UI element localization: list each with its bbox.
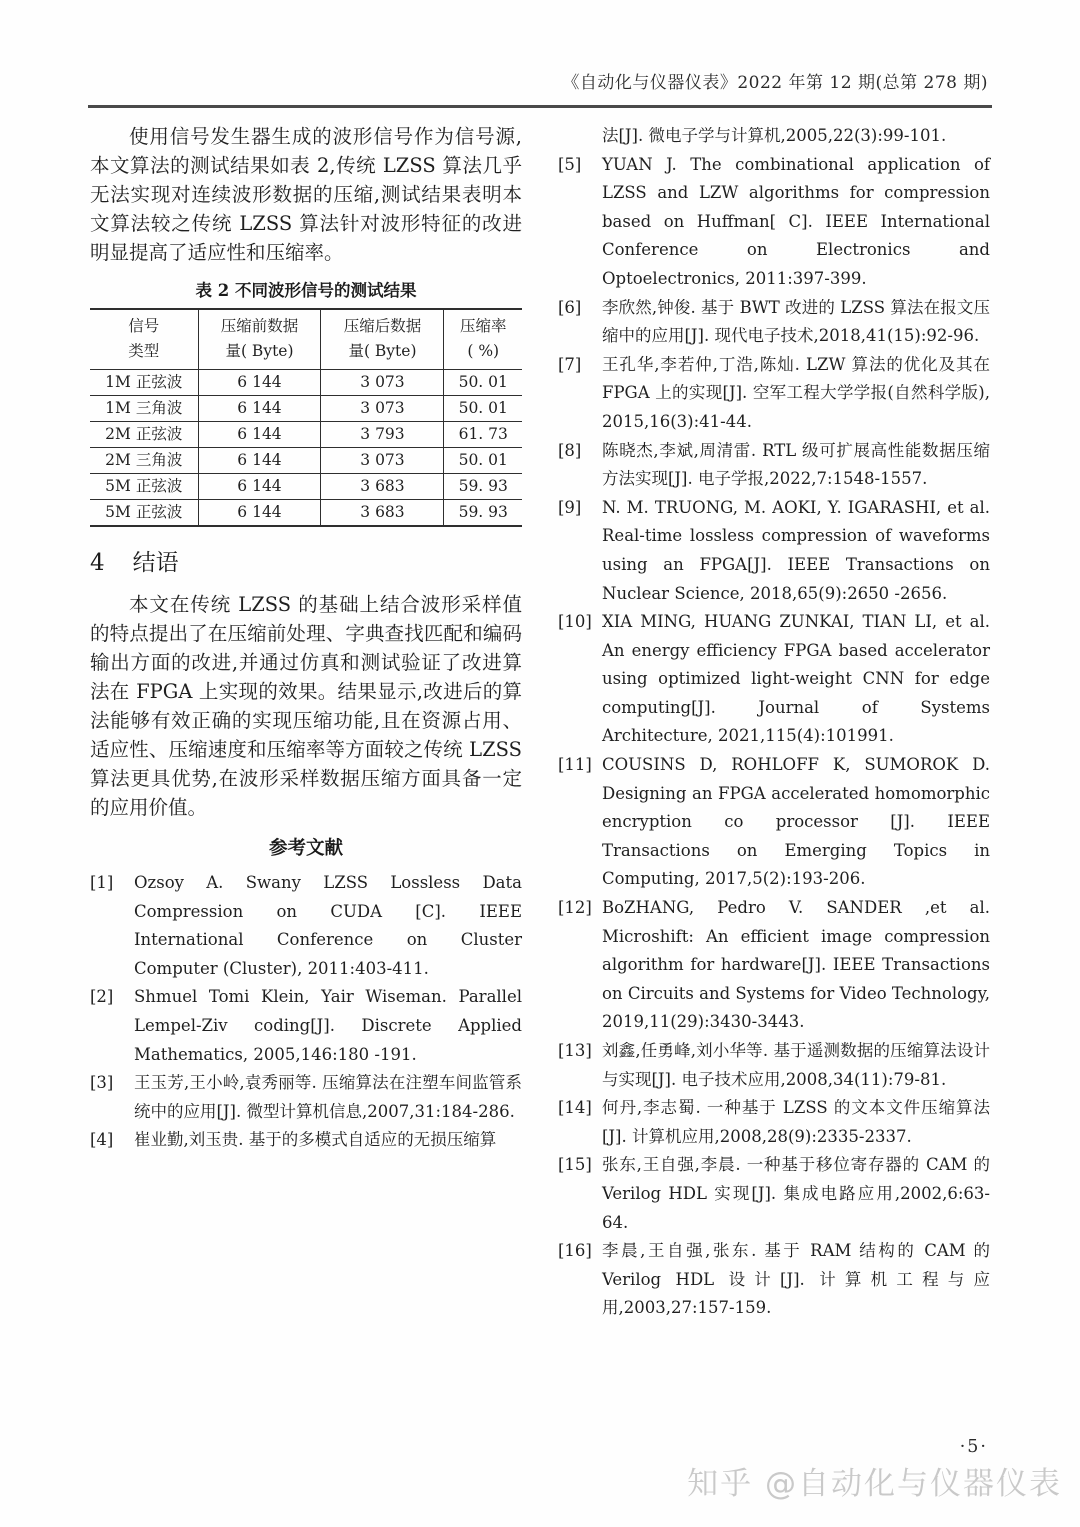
reference-text: 王玉芳,王小岭,袁秀丽等. 压缩算法在注塑车间监管系统中的应用[J]. 微型计算机信息,2007,31:184-286.	[134, 1073, 522, 1121]
reference-item	[90, 1126, 522, 1155]
cell-compression-ratio: 61. 73	[444, 422, 522, 448]
cell-compression-ratio: 50. 01	[444, 448, 522, 474]
section-number: 4	[90, 550, 105, 576]
reference-item	[558, 1037, 990, 1094]
reference-text: YUAN J. The combinational application of LZSS and LZW algorithms for compression based on Huffman[ C]. IEEE International Conference on Electronics and Optoelectronics, 2011:397-399.	[602, 154, 990, 288]
cell-compression-ratio: 59. 93	[444, 500, 522, 527]
two-column-body	[90, 122, 990, 1323]
cell-size-before: 6 144	[198, 474, 321, 500]
reference-item	[558, 294, 990, 351]
cell-size-before: 6 144	[198, 396, 321, 422]
intro-paragraph: 使用信号发生器生成的波形信号作为信号源,本文算法的测试结果如表 2,传统 LZSS 算法几乎无法实现对连续波形数据的压缩,测试结果表明本文算法较之传统 LZSS 算法针对波形特征的改进明显提高了适应性和压缩率。	[90, 125, 522, 264]
table-row	[90, 396, 522, 422]
cell-size-after: 3 073	[321, 448, 444, 474]
cell-compression-ratio: 59. 93	[444, 474, 522, 500]
header-rule	[88, 105, 992, 108]
cell-size-after: 3 073	[321, 370, 444, 396]
reference-label: [16]	[558, 1241, 592, 1261]
reference-item	[558, 894, 990, 1037]
reference-text: 张东,王自强,李晨. 一种基于移位寄存器的 CAM 的 Verilog HDL 实现[J]. 集成电路应用,2002,6:63-64.	[602, 1155, 990, 1232]
reference-item	[558, 494, 990, 608]
cell-signal-type: 5M 正弦波	[105, 503, 183, 521]
reference-label: [9]	[558, 497, 582, 517]
reference-label: [14]	[558, 1098, 592, 1118]
right-column	[558, 122, 990, 1323]
reference-label: [1]	[90, 873, 114, 892]
conclusion-paragraph: 本文在传统 LZSS 的基础上结合波形采样值的特点提出了在压缩前处理、字典查找匹配和编码输出方面的改进,并通过仿真和测试验证了改进算法在 FPGA 上实现的效果。结果显示,改进后的算法能够有效正确的实现压缩功能,且在资源占用、适应性、压缩速度和压缩率等方面较之传统 LZSS 算法更具优势,在波形采样数据压缩方面具备一定的应用价值。	[90, 593, 522, 819]
cell-signal-type: 2M 正弦波	[90, 422, 198, 448]
section-heading-conclusion	[90, 544, 522, 577]
reference-text: 王孔华,李若仲,丁浩,陈灿. LZW 算法的优化及其在 FPGA 上的实现[J]. 空军工程大学学报(自然科学版), 2015,16(3):41-44.	[602, 354, 990, 431]
reference-label: [6]	[558, 297, 582, 317]
reference-text: 何丹,李志蜀. 一种基于 LZSS 的文本文件压缩算法[J]. 计算机应用,2008,28(9):2335-2337.	[602, 1098, 990, 1146]
results-table	[90, 308, 522, 527]
cell-size-after: 3 793	[321, 422, 444, 448]
col-header-compression-ratio: 压缩率 ( %)	[444, 309, 522, 370]
table-row	[90, 474, 522, 500]
reference-text: 李晨,王自强,张东. 基于 RAM 结构的 CAM 的 Verilog HDL 设计[J]. 计算机工程与应用,2003,27:157-159.	[602, 1241, 990, 1318]
reference-text: Ozsoy A. Swany LZSS Lossless Data Compression on CUDA [C]. IEEE International Conference on Cluster Computer (Cluster), 2011:403-411.	[134, 873, 522, 978]
reference-item	[558, 151, 990, 294]
table-body	[90, 370, 522, 527]
section-title: 结语	[132, 550, 179, 576]
col-header-size-before: 压缩前数据 量( Byte)	[198, 309, 321, 370]
reference-text: COUSINS D, ROHLOFF K, SUMOROK D. Designing an FPGA accelerated homomorphic encryption co processor [J]. IEEE Transactions on Emerging Topics in Computing, 2017,5(2):193-206.	[602, 755, 990, 889]
reference-item	[558, 1237, 990, 1323]
table-caption: 表 2 不同波形信号的测试结果	[195, 281, 417, 300]
reference-text: Shmuel Tomi Klein, Yair Wiseman. Parallel Lempel-Ziv coding[J]. Discrete Applied Mathematics, 2005,146:180 -191.	[134, 987, 522, 1064]
references-list-right	[558, 151, 990, 1323]
cell-compression-ratio: 50. 01	[444, 370, 522, 396]
reference-item	[90, 983, 522, 1069]
reference-item	[90, 1069, 522, 1126]
journal-header: 《自动化与仪器仪表》2022 年第 12 期(总第 278 期)	[562, 73, 988, 93]
reference-text: 刘鑫,任勇峰,刘小华等. 基于遥测数据的压缩算法设计与实现[J]. 电子技术应用,2008,34(11):79-81.	[602, 1041, 990, 1089]
cell-signal-type: 1M 三角波	[90, 396, 198, 422]
reference-text: 崔业勤,刘玉贵. 基于的多模式自适应的无损压缩算	[134, 1130, 497, 1150]
reference-text: 李欣然,钟俊. 基于 BWT 改进的 LZSS 算法在报文压缩中的应用[J]. 现代电子技术,2018,41(15):92-96.	[602, 297, 990, 346]
cell-size-after: 3 073	[321, 396, 444, 422]
references-list-left	[90, 869, 522, 1155]
col-header-signal-type: 信号 类型	[90, 309, 198, 370]
cell-size-before: 6 144	[198, 422, 321, 448]
reference-item	[90, 869, 522, 983]
cell-signal-type: 2M 三角波	[90, 448, 198, 474]
reference-label: [12]	[558, 898, 592, 918]
reference-item	[558, 1151, 990, 1237]
reference-label: [8]	[558, 440, 582, 460]
reference-item	[558, 437, 990, 494]
reference-label: [13]	[558, 1041, 592, 1060]
reference-label: [11]	[558, 755, 592, 775]
cell-size-before: 6 144	[198, 370, 321, 396]
reference-label: [15]	[558, 1155, 592, 1175]
reference-continuation: 法[J]. 微电子学与计算机,2005,22(3):99-101.	[602, 126, 947, 145]
results-table-header-row	[90, 309, 522, 370]
reference-text: N. M. TRUONG, M. AOKI, Y. IGARASHI, et al. Real-time lossless compression of waveforms using an FPGA[J]. IEEE Transactions on Nuclear Science, 2018,65(9):2650 -2656.	[602, 497, 990, 603]
reference-item	[558, 1094, 990, 1151]
table-row	[90, 370, 522, 396]
reference-item	[558, 351, 990, 437]
reference-text: 陈晓杰,李斌,周清雷. RTL 级可扩展高性能数据压缩方法实现[J]. 电子学报,2022,7:1548-1557.	[602, 440, 990, 489]
cell-size-after: 3 683	[321, 474, 444, 500]
reference-label: [4]	[90, 1130, 114, 1150]
reference-text: XIA MING, HUANG ZUNKAI, TIAN LI, et al. An energy efficiency FPGA based accelerator using optimized light-weight CNN for edge computing[J]. Journal of Systems Architecture, 2021,115(4):101991.	[602, 612, 990, 746]
table-row	[90, 422, 522, 448]
reference-label: [7]	[558, 354, 582, 374]
reference-item	[558, 608, 990, 751]
reference-label: [10]	[558, 612, 592, 632]
reference-label: [3]	[90, 1073, 114, 1093]
cell-signal-type: 5M 正弦波	[90, 474, 198, 500]
col-header-size-after: 压缩后数据 量( Byte)	[321, 309, 444, 370]
results-table-head	[90, 309, 522, 370]
reference-item	[558, 751, 990, 894]
reference-label: [5]	[558, 154, 582, 174]
cell-compression-ratio: 50. 01	[444, 396, 522, 422]
table-row	[90, 448, 522, 474]
reference-label: [2]	[90, 987, 114, 1007]
cell-size-after: 3 683	[321, 500, 444, 527]
references-heading: 参考文献	[268, 838, 343, 859]
watermark-text: 知乎 @自动化与仪器仪表	[687, 1466, 1062, 1502]
reference-text: BoZHANG, Pedro V. SANDER ,et al. Microshift: An efficient image compression algorithm for hardware[J]. IEEE Transactions on Circuits and Systems for Video Technology, 2019,11(29):3430-3443.	[602, 898, 990, 1032]
page-number: ·5·	[959, 1437, 988, 1457]
cell-signal-type: 1M 正弦波	[90, 370, 198, 396]
cell-size-before: 6 144	[198, 500, 321, 527]
cell-size-before: 6 144	[198, 448, 321, 474]
left-column	[90, 122, 522, 1323]
table-row	[90, 500, 522, 527]
